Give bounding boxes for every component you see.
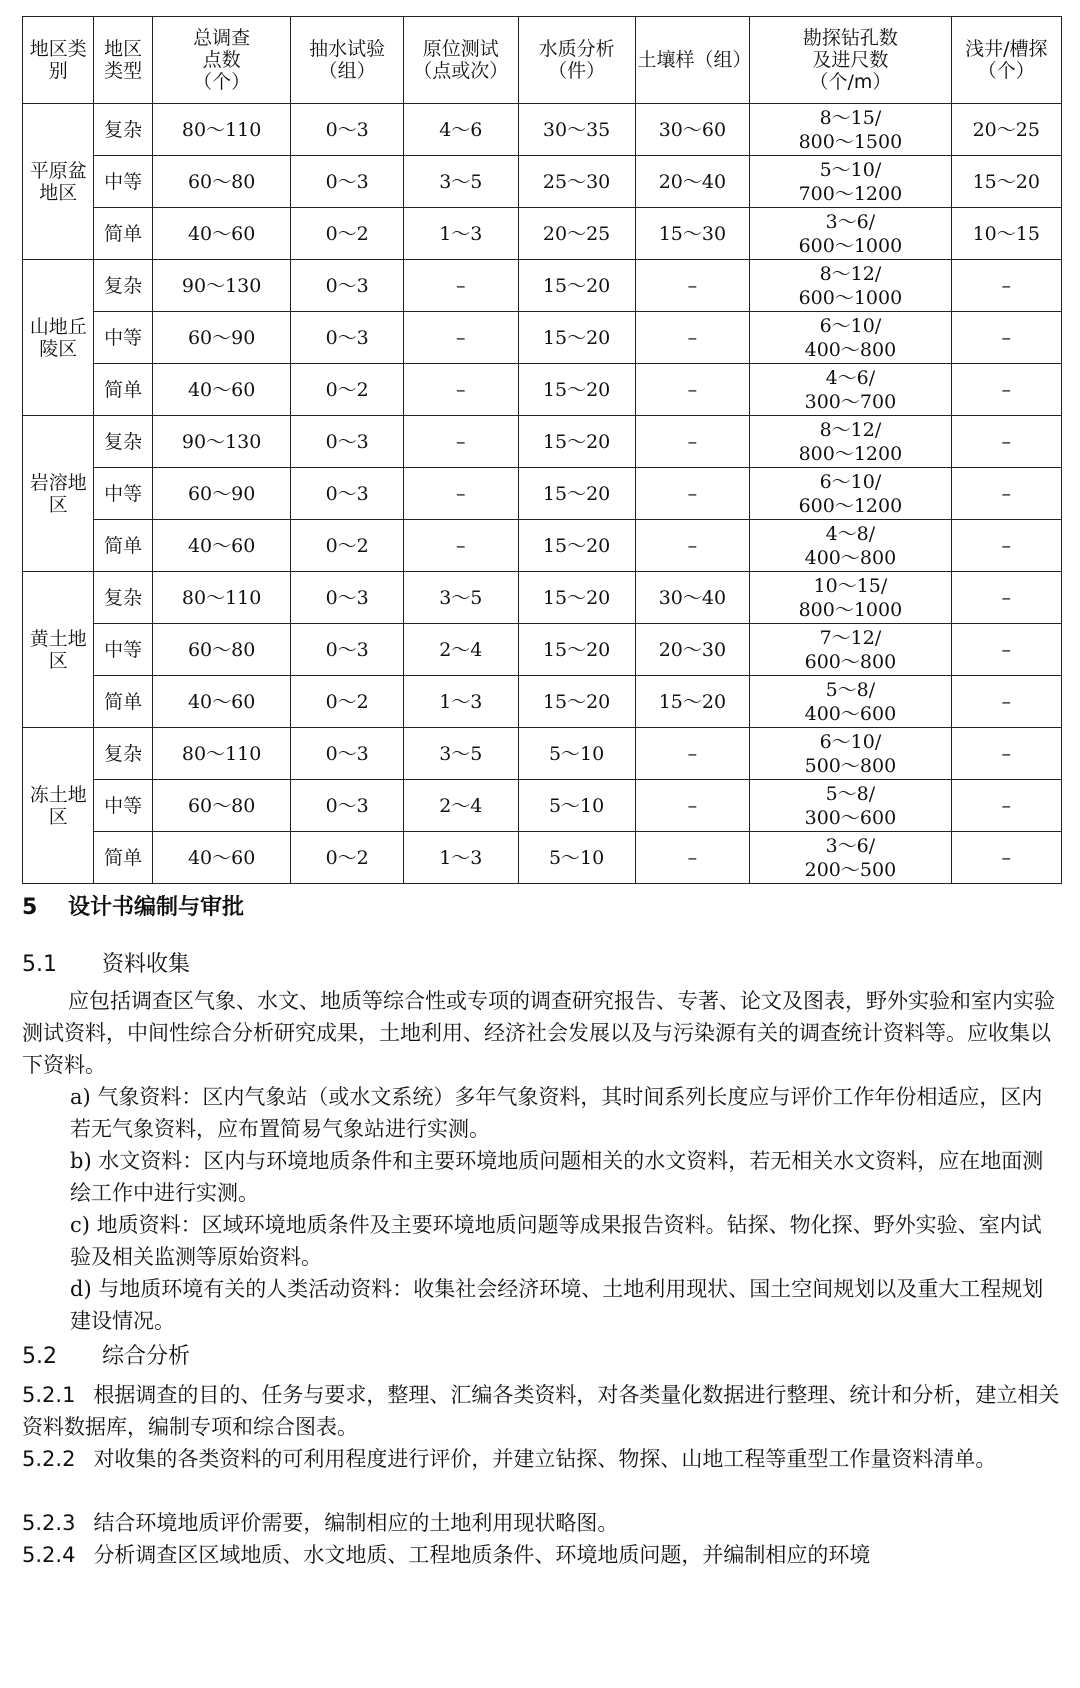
water-analysis-cell: 15～20 (518, 572, 635, 624)
region-category-cell: 平原盆 地区 (23, 104, 94, 260)
drilling-cell (750, 676, 951, 728)
total-points-cell: 90～130 (152, 416, 291, 468)
table-row (23, 728, 1062, 780)
section-number: 5 (22, 895, 38, 920)
total-points-cell: 60～90 (152, 312, 291, 364)
drilling-cell (750, 780, 951, 832)
region-type-cell: 复杂 (94, 104, 152, 156)
clause-text: 结合环境地质评价需要，编制相应的土地利用现状略图。 (93, 1511, 619, 1535)
region-type-cell: 简单 (94, 832, 152, 884)
total-points-cell: 40～60 (152, 832, 291, 884)
water-analysis-cell: 30～35 (518, 104, 635, 156)
in-situ-test-cell: – (403, 312, 518, 364)
drilling-cell (750, 520, 951, 572)
borehole-count: 10～15/ (813, 574, 888, 597)
in-situ-test-cell: 3～5 (403, 156, 518, 208)
borehole-count: 6～10/ (819, 314, 882, 337)
header-soil-sample: 土壤样（组） (635, 17, 750, 104)
region-type-cell: 复杂 (94, 728, 152, 780)
in-situ-test-cell: 1～3 (403, 676, 518, 728)
total-points-cell: 80～110 (152, 728, 291, 780)
water-analysis-cell: 5～10 (518, 728, 635, 780)
clause-5-2-1 (22, 1379, 1062, 1443)
soil-sample-cell: – (635, 416, 750, 468)
total-points-cell: 40～60 (152, 364, 291, 416)
soil-sample-cell: 30～60 (635, 104, 750, 156)
borehole-count: 6～10/ (819, 470, 882, 493)
pumping-test-cell: 0～3 (291, 468, 404, 520)
soil-sample-cell: – (635, 728, 750, 780)
drilling-cell (750, 312, 951, 364)
region-type-cell: 简单 (94, 676, 152, 728)
pumping-test-cell: 0～2 (291, 520, 404, 572)
section-5-1-heading (22, 947, 190, 978)
header-shallow-well: 浅井/槽探 （个） (951, 17, 1061, 104)
table-row (23, 624, 1062, 676)
drilling-cell (750, 832, 951, 884)
section-title: 综合分析 (102, 1344, 191, 1369)
table-row (23, 208, 1062, 260)
shallow-well-cell: – (951, 520, 1061, 572)
table-row (23, 468, 1062, 520)
in-situ-test-cell: – (403, 416, 518, 468)
pumping-test-cell: 0～3 (291, 780, 404, 832)
soil-sample-cell: 20～40 (635, 156, 750, 208)
water-analysis-cell: 25～30 (518, 156, 635, 208)
table-row (23, 156, 1062, 208)
soil-sample-cell: – (635, 260, 750, 312)
table-row (23, 676, 1062, 728)
total-points-cell: 60～80 (152, 780, 291, 832)
clause-text: 根据调查的目的、任务与要求，整理、汇编各类资料，对各类量化数据进行整理、统计和分析，建立相关资料数据库，编制专项和综合图表。 (22, 1383, 1060, 1439)
shallow-well-cell: – (951, 832, 1061, 884)
soil-sample-cell: 15～20 (635, 676, 750, 728)
region-type-cell: 中等 (94, 468, 152, 520)
total-points-cell: 80～110 (152, 104, 291, 156)
drilling-cell (750, 208, 951, 260)
drilling-cell (750, 260, 951, 312)
in-situ-test-cell: 4～6 (403, 104, 518, 156)
clause-number: 5.2.4 (22, 1543, 76, 1567)
clause-text: 对收集的各类资料的可利用程度进行评价，并建立钻探、物探、山地工程等重型工作量资料清单。 (93, 1447, 997, 1471)
total-points-cell: 90～130 (152, 260, 291, 312)
borehole-count: 3～6/ (825, 210, 876, 233)
borehole-count: 5～10/ (819, 158, 882, 181)
water-analysis-cell: 15～20 (518, 260, 635, 312)
header-in-situ-test: 原位测试 （点或次） (403, 17, 518, 104)
pumping-test-cell: 0～2 (291, 364, 404, 416)
drilling-footage: 500～800 (804, 754, 897, 777)
section-5-heading (22, 890, 244, 921)
water-analysis-cell: 5～10 (518, 832, 635, 884)
pumping-test-cell: 0～3 (291, 156, 404, 208)
water-analysis-cell: 5～10 (518, 780, 635, 832)
drilling-footage: 600～1200 (798, 494, 903, 517)
pumping-test-cell: 0～3 (291, 624, 404, 676)
pumping-test-cell: 0～3 (291, 416, 404, 468)
table-row (23, 312, 1062, 364)
pumping-test-cell: 0～2 (291, 208, 404, 260)
drilling-cell (750, 364, 951, 416)
soil-sample-cell: – (635, 520, 750, 572)
shallow-well-cell: – (951, 260, 1061, 312)
shallow-well-cell: 10～15 (951, 208, 1061, 260)
water-analysis-cell: 15～20 (518, 416, 635, 468)
borehole-count: 4～8/ (825, 522, 876, 545)
borehole-count: 3～6/ (825, 834, 876, 857)
drilling-footage: 800～1000 (798, 598, 903, 621)
table-header (23, 17, 1062, 104)
total-points-cell: 80～110 (152, 572, 291, 624)
drilling-cell (750, 104, 951, 156)
in-situ-test-cell: – (403, 260, 518, 312)
borehole-count: 8～12/ (819, 418, 882, 441)
in-situ-test-cell: 2～4 (403, 624, 518, 676)
shallow-well-cell: – (951, 364, 1061, 416)
total-points-cell: 40～60 (152, 520, 291, 572)
section-number: 5.2 (22, 1344, 57, 1369)
borehole-count: 5～8/ (825, 782, 876, 805)
section-5-2-heading (22, 1339, 190, 1370)
region-category-cell: 冻土地 区 (23, 728, 94, 884)
total-points-cell: 60～80 (152, 624, 291, 676)
pumping-test-cell: 0～3 (291, 104, 404, 156)
table-row (23, 364, 1062, 416)
pumping-test-cell: 0～3 (291, 260, 404, 312)
header-region-type: 地区 类型 (94, 17, 152, 104)
in-situ-test-cell: 1～3 (403, 208, 518, 260)
borehole-count: 7～12/ (819, 626, 882, 649)
shallow-well-cell: – (951, 676, 1061, 728)
header-pumping-test: 抽水试验 （组） (291, 17, 404, 104)
borehole-count: 4～6/ (825, 366, 876, 389)
header-total-points: 总调查 点数 （个） (152, 17, 291, 104)
drilling-footage: 400～600 (804, 702, 897, 725)
region-category-cell: 岩溶地 区 (23, 416, 94, 572)
in-situ-test-cell: – (403, 364, 518, 416)
soil-sample-cell: – (635, 312, 750, 364)
drilling-cell (750, 572, 951, 624)
water-analysis-cell: 15～20 (518, 312, 635, 364)
soil-sample-cell: 30～40 (635, 572, 750, 624)
drilling-footage: 200～500 (804, 858, 897, 881)
shallow-well-cell: – (951, 468, 1061, 520)
section-number: 5.1 (22, 952, 57, 977)
water-analysis-cell: 15～20 (518, 624, 635, 676)
drilling-cell (750, 468, 951, 520)
borehole-count: 5～8/ (825, 678, 876, 701)
soil-sample-cell: – (635, 832, 750, 884)
drilling-cell (750, 624, 951, 676)
clause-5-2-4 (22, 1539, 1062, 1571)
drilling-cell (750, 156, 951, 208)
drilling-footage: 800～1500 (798, 130, 903, 153)
shallow-well-cell: 20～25 (951, 104, 1061, 156)
shallow-well-cell: 15～20 (951, 156, 1061, 208)
drilling-footage: 600～1000 (798, 286, 903, 309)
drilling-footage: 700～1200 (798, 182, 903, 205)
table-row (23, 520, 1062, 572)
in-situ-test-cell: 2～4 (403, 780, 518, 832)
region-type-cell: 复杂 (94, 416, 152, 468)
region-type-cell: 中等 (94, 780, 152, 832)
table-body (23, 104, 1062, 884)
workload-table (22, 16, 1062, 884)
soil-sample-cell: 20～30 (635, 624, 750, 676)
water-analysis-cell: 15～20 (518, 468, 635, 520)
table-row (23, 416, 1062, 468)
in-situ-test-cell: – (403, 468, 518, 520)
list-item: d) 与地质环境有关的人类活动资料：收集社会经济环境、土地利用现状、国土空间规划以及重大工程规划建设情况。 (70, 1277, 1044, 1333)
total-points-cell: 60～80 (152, 156, 291, 208)
region-type-cell: 中等 (94, 312, 152, 364)
list-item: c) 地质资料：区域环境地质条件及主要环境地质问题等成果报告资料。钻探、物化探、野外实验、室内试验及相关监测等原始资料。 (70, 1213, 1042, 1269)
soil-sample-cell: – (635, 468, 750, 520)
water-analysis-cell: 15～20 (518, 676, 635, 728)
header-water-analysis: 水质分析 （件） (518, 17, 635, 104)
drilling-cell (750, 728, 951, 780)
soil-sample-cell: – (635, 364, 750, 416)
soil-sample-cell: – (635, 780, 750, 832)
region-type-cell: 复杂 (94, 572, 152, 624)
drilling-cell (750, 416, 951, 468)
soil-sample-cell: 15～30 (635, 208, 750, 260)
list-item: b) 水文资料：区内与环境地质条件和主要环境地质问题相关的水文资料，若无相关水文资料，应在地面测绘工作中进行实测。 (70, 1149, 1044, 1205)
clause-5-2-3 (22, 1507, 1062, 1539)
shallow-well-cell: – (951, 728, 1061, 780)
pumping-test-cell: 0～2 (291, 676, 404, 728)
section-title: 设计书编制与审批 (68, 895, 245, 920)
shallow-well-cell: – (951, 572, 1061, 624)
borehole-count: 8～15/ (819, 106, 882, 129)
drilling-footage: 300～600 (804, 806, 897, 829)
section-title: 资料收集 (102, 952, 191, 977)
region-type-cell: 中等 (94, 156, 152, 208)
in-situ-test-cell: 3～5 (403, 572, 518, 624)
pumping-test-cell: 0～3 (291, 572, 404, 624)
clause-text: 分析调查区区域地质、水文地质、工程地质条件、环境地质问题，并编制相应的环境 (93, 1543, 871, 1567)
in-situ-test-cell: – (403, 520, 518, 572)
drilling-footage: 300～700 (804, 390, 897, 413)
total-points-cell: 60～90 (152, 468, 291, 520)
table-row (23, 832, 1062, 884)
region-category-cell: 山地丘 陵区 (23, 260, 94, 416)
region-type-cell: 简单 (94, 208, 152, 260)
clause-number: 5.2.1 (22, 1383, 76, 1407)
table-row (23, 572, 1062, 624)
drilling-footage: 400～800 (804, 338, 897, 361)
water-analysis-cell: 20～25 (518, 208, 635, 260)
shallow-well-cell: – (951, 780, 1061, 832)
clause-number: 5.2.3 (22, 1511, 76, 1535)
drilling-footage: 800～1200 (798, 442, 903, 465)
drilling-footage: 600～800 (804, 650, 897, 673)
header-drilling: 勘探钻孔数 及进尺数 （个/m） (750, 17, 951, 104)
shallow-well-cell: – (951, 312, 1061, 364)
region-category-cell: 黄土地 区 (23, 572, 94, 728)
borehole-count: 8～12/ (819, 262, 882, 285)
region-type-cell: 中等 (94, 624, 152, 676)
section-5-1-intro: 应包括调查区气象、水文、地质等综合性或专项的调查研究报告、专著、论文及图表，野外实验和室内实验测试资料，中间性综合分析研究成果，土地利用、经济社会发展以及与污染源有关的调查统计资料等。应收集以下资料。 (22, 989, 1055, 1077)
water-analysis-cell: 15～20 (518, 520, 635, 572)
borehole-count: 6～10/ (819, 730, 882, 753)
header-region-category: 地区类 别 (23, 17, 94, 104)
clause-5-2-2 (22, 1443, 1062, 1475)
pumping-test-cell: 0～2 (291, 832, 404, 884)
pumping-test-cell: 0～3 (291, 728, 404, 780)
region-type-cell: 复杂 (94, 260, 152, 312)
drilling-footage: 400～800 (804, 546, 897, 569)
shallow-well-cell: – (951, 624, 1061, 676)
total-points-cell: 40～60 (152, 208, 291, 260)
drilling-footage: 600～1000 (798, 234, 903, 257)
in-situ-test-cell: 3～5 (403, 728, 518, 780)
list-item: a) 气象资料：区内气象站（或水文系统）多年气象资料，其时间系列长度应与评价工作年份相适应，区内若无气象资料，应布置简易气象站进行实测。 (70, 1085, 1043, 1141)
region-type-cell: 简单 (94, 520, 152, 572)
table-row (23, 780, 1062, 832)
region-type-cell: 简单 (94, 364, 152, 416)
total-points-cell: 40～60 (152, 676, 291, 728)
water-analysis-cell: 15～20 (518, 364, 635, 416)
in-situ-test-cell: 1～3 (403, 832, 518, 884)
pumping-test-cell: 0～3 (291, 312, 404, 364)
shallow-well-cell: – (951, 416, 1061, 468)
table-row (23, 104, 1062, 156)
clause-number: 5.2.2 (22, 1447, 76, 1471)
table-row (23, 260, 1062, 312)
